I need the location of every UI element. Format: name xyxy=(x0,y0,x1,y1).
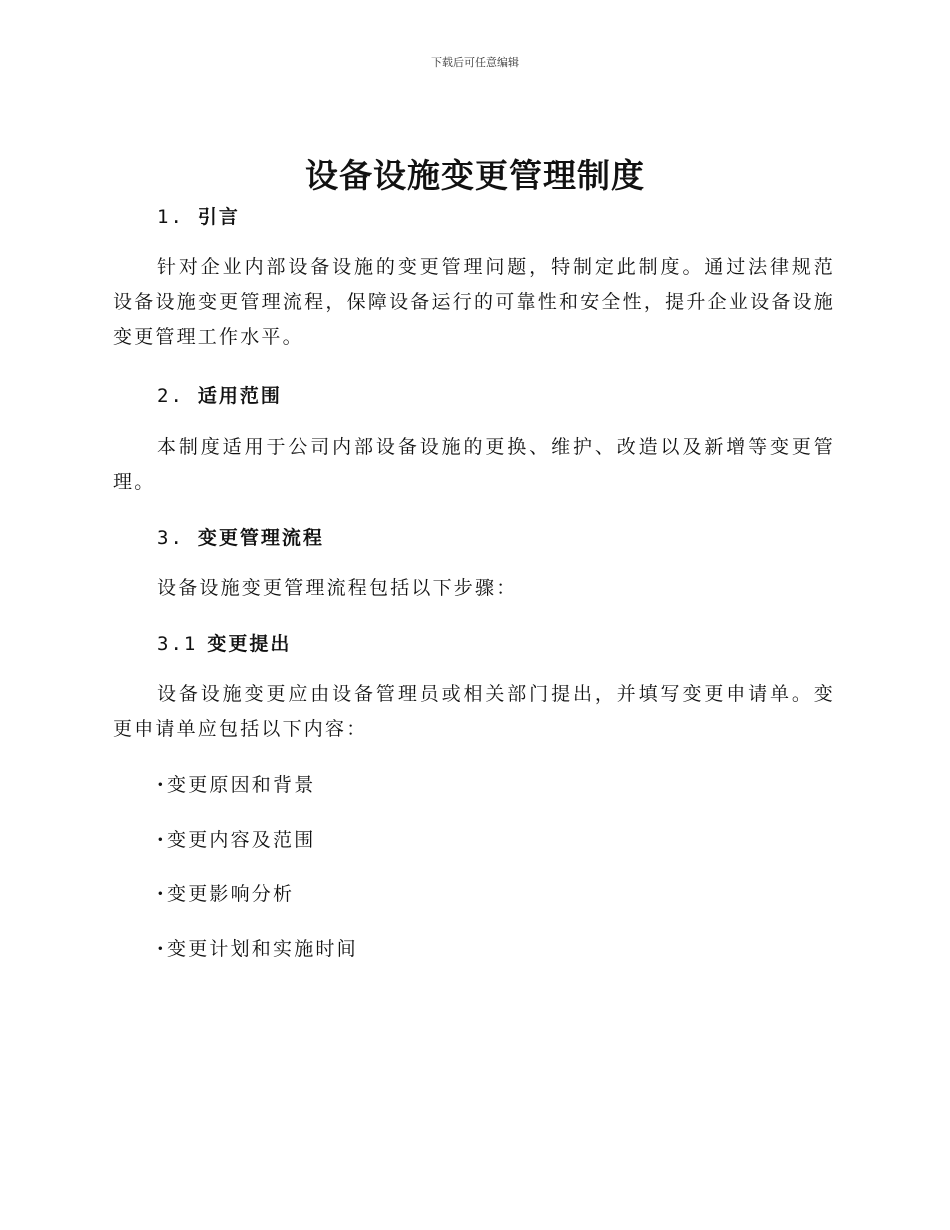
subsection-3-1-title: 变更提出 xyxy=(207,633,292,655)
section-3-paragraph: 设备设施变更管理流程包括以下步骤： xyxy=(157,577,518,599)
section-2-paragraph: 本制度适用于公司内部设备设施的更换、维护、改造以及新增等变更管理。 xyxy=(113,436,835,493)
section-1-paragraph: 针对企业内部设备设施的变更管理问题，特制定此制度。通过法律规范设备设施变更管理流程，保障设备运行的可靠性和安全性，提升企业设备设施变更管理工作水平。 xyxy=(113,256,835,348)
section-2-number: 2. xyxy=(157,385,184,407)
bullet-text: 变更计划和实施时间 xyxy=(167,938,358,960)
bullet-text: 变更内容及范围 xyxy=(167,829,316,851)
bullet-text: 变更原因和背景 xyxy=(167,774,316,796)
subsection-3-1-heading xyxy=(157,629,291,656)
subsection-3-1-paragraph: 设备设施变更应由设备管理员或相关部门提出，并填写变更申请单。变更申请单应包括以下内容： xyxy=(113,683,835,740)
bullet-text: 变更影响分析 xyxy=(167,883,295,905)
bullet-dot: · xyxy=(157,829,166,851)
section-3-heading xyxy=(157,523,324,550)
bullet-item xyxy=(157,879,294,906)
section-3-title: 变更管理流程 xyxy=(197,527,324,549)
bullet-item xyxy=(157,770,315,797)
bullet-dot: · xyxy=(157,774,166,796)
section-1-title: 引言 xyxy=(197,206,240,228)
section-2-title: 适用范围 xyxy=(197,385,282,407)
header-note: 下载后可任意编辑 xyxy=(431,56,519,69)
section-2-heading xyxy=(157,381,282,408)
section-1-heading xyxy=(157,202,240,229)
subsection-3-1-number: 3.1 xyxy=(157,633,198,655)
section-1-number: 1. xyxy=(157,206,184,228)
bullet-dot: · xyxy=(157,938,166,960)
bullet-item xyxy=(157,934,358,961)
document-title: 设备设施变更管理制度 xyxy=(305,156,645,195)
bullet-item xyxy=(157,825,315,852)
bullet-dot: · xyxy=(157,883,166,905)
section-3-number: 3. xyxy=(157,527,184,549)
